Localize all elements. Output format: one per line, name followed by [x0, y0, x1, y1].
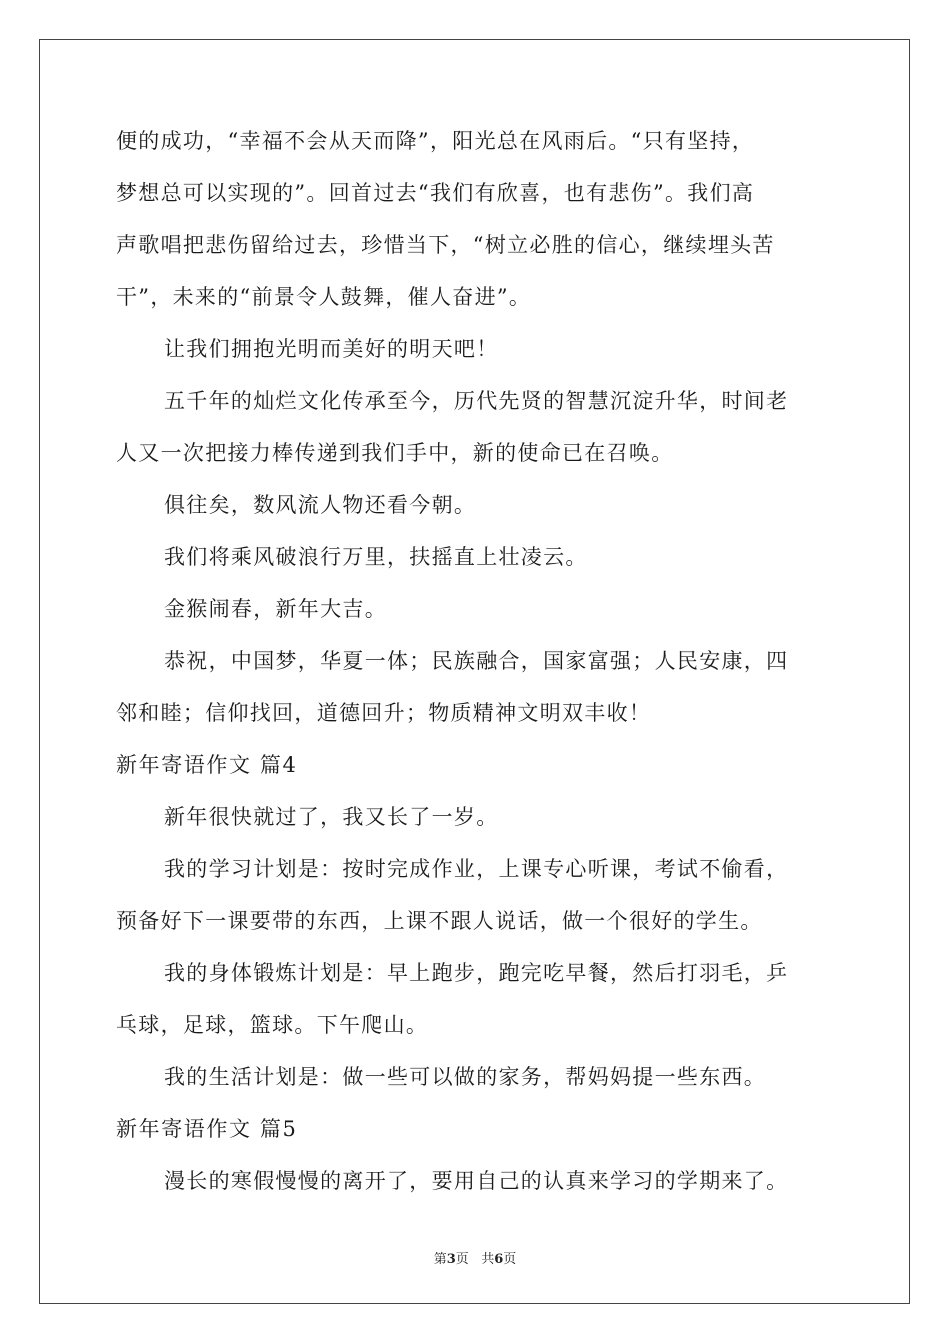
total-pages: 6 — [494, 1252, 504, 1267]
paragraph-line: 新年很快就过了，我又长了一岁。 — [164, 805, 499, 829]
paragraph-line: 金猴闹春，新年大吉。 — [164, 597, 387, 621]
document-body — [116, 126, 836, 1218]
paragraph-line: 我的生活计划是：做一些可以做的家务，帮妈妈提一些东西。 — [164, 1065, 767, 1089]
page-number: 3 — [446, 1252, 456, 1267]
text-line: 人又一次把接力棒传递到我们手中，新的使命已在召唤。 — [116, 441, 674, 465]
section-heading: 新年寄语作文 篇5 — [116, 1117, 298, 1141]
paragraph-line: 我的学习计划是：按时完成作业，上课专心听课，考试不偷看， — [164, 857, 789, 881]
page-suffix: 页 — [455, 1252, 469, 1267]
text-line: 梦想总可以实现的”。回首过去“我们有欣喜，也有悲伤”。我们高 — [116, 181, 755, 205]
section-heading: 新年寄语作文 篇4 — [116, 753, 298, 777]
text-line: 便的成功，“幸福不会从天而降”，阳光总在风雨后。“只有坚持， — [116, 129, 755, 153]
page-prefix: 第 — [433, 1252, 447, 1267]
text-line: 声歌唱把悲伤留给过去，珍惜当下，“树立必胜的信心，继续埋头苦 — [116, 233, 775, 257]
total-suffix: 页 — [503, 1252, 517, 1267]
text-line: 邻和睦；信仰找回，道德回升；物质精神文明双丰收！ — [116, 701, 652, 725]
page-footer — [0, 1248, 950, 1267]
paragraph-line: 我的身体锻炼计划是：早上跑步，跑完吃早餐，然后打羽毛，乒 — [164, 961, 789, 985]
paragraph-line: 五千年的灿烂文化传承至今，历代先贤的智慧沉淀升华，时间老 — [164, 389, 789, 413]
paragraph-line: 漫长的寒假慢慢的离开了，要用自己的认真来学习的学期来了。 — [164, 1169, 789, 1193]
total-prefix: 共 — [481, 1252, 495, 1267]
paragraph-line: 恭祝，中国梦，华夏一体；民族融合，国家富强；人民安康，四 — [164, 649, 789, 673]
paragraph-line: 我们将乘风破浪行万里，扶摇直上壮凌云。 — [164, 545, 588, 569]
text-line: 干”，未来的“前景令人鼓舞，催人奋进”。 — [116, 285, 532, 309]
paragraph-line: 让我们拥抱光明而美好的明天吧！ — [164, 337, 499, 361]
text-line: 预备好下一课要带的东西，上课不跟人说话，做一个很好的学生。 — [116, 909, 763, 933]
text-line: 乓球，足球，篮球。下午爬山。 — [116, 1013, 429, 1037]
paragraph-line: 俱往矣，数风流人物还看今朝。 — [164, 493, 477, 517]
